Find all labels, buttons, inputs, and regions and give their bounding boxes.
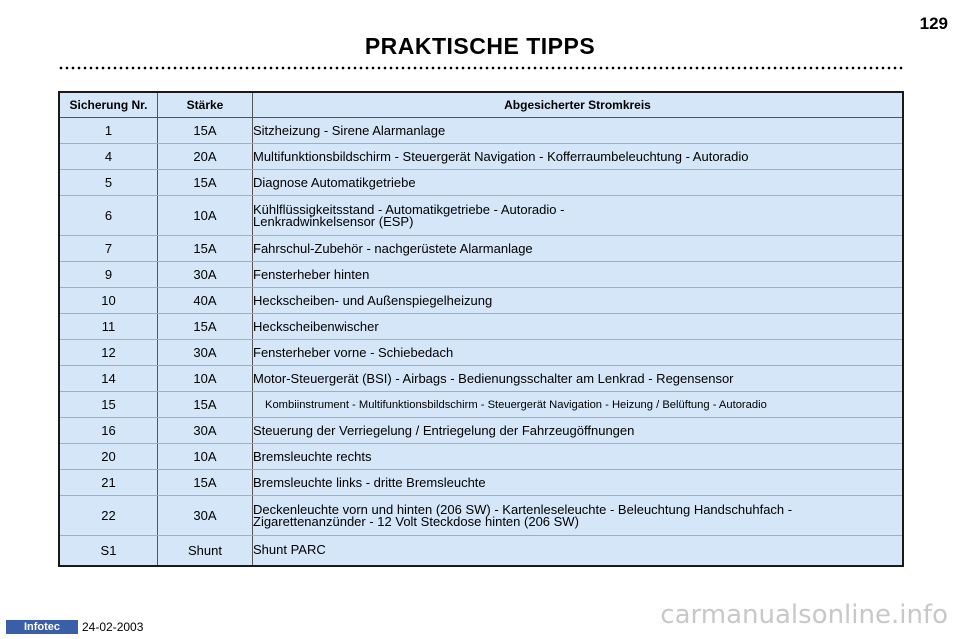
fuse-circuit: Fensterheber vorne - Schiebedach (253, 340, 904, 366)
fuse-number: 14 (59, 366, 158, 392)
fuse-number: 4 (59, 144, 158, 170)
table-row (59, 418, 903, 444)
fuse-rating: Shunt (158, 536, 253, 566)
table-row (59, 314, 903, 340)
table-row (59, 366, 903, 392)
fuse-rating: 10A (158, 196, 253, 236)
table-row (59, 196, 903, 236)
table-row (59, 118, 903, 144)
dotted-divider (58, 66, 904, 70)
table-row (59, 288, 903, 314)
header-fuse-number: Sicherung Nr. (59, 92, 158, 118)
page-number: 129 (919, 14, 948, 33)
fuse-rating: 30A (158, 418, 253, 444)
fuse-rating: 15A (158, 118, 253, 144)
fuse-circuit: Steuerung der Verriegelung / Entriegelung der Fahrzeugöffnungen (253, 418, 904, 444)
fuse-rating: 10A (158, 444, 253, 470)
fuse-circuit: Kombiinstrument - Multifunktionsbildschirm - Steuergerät Navigation - Heizung / Belüftung - Autoradio (253, 392, 904, 418)
fuse-circuit: Kühlflüssigkeitsstand - Automatikgetriebe - Autoradio - Lenkradwinkelsensor (ESP) (253, 196, 904, 236)
fuse-number: 15 (59, 392, 158, 418)
fuse-circuit: Deckenleuchte vorn und hinten (206 SW) - Kartenleseleuchte - Beleuchtung Handschuhfach - Zigarettenanzünder - 12 Volt Steckdose hinten (206 SW) (253, 496, 904, 536)
infotec-logo: Infotec (6, 620, 78, 634)
table-row (59, 496, 903, 536)
fuse-rating: 15A (158, 392, 253, 418)
table-row (59, 144, 903, 170)
fuse-table (58, 91, 904, 567)
fuse-number: 21 (59, 470, 158, 496)
watermark-text: carmanualsonline.info (660, 600, 948, 630)
fuse-circuit: Diagnose Automatikgetriebe (253, 170, 904, 196)
fuse-circuit: Shunt PARC (253, 536, 904, 566)
table-row (59, 262, 903, 288)
table-row (59, 444, 903, 470)
fuse-rating: 30A (158, 496, 253, 536)
fuse-rating: 30A (158, 340, 253, 366)
fuse-number: 12 (59, 340, 158, 366)
table-row (59, 536, 903, 566)
table-row (59, 340, 903, 366)
fuse-circuit: Fahrschul-Zubehör - nachgerüstete Alarmanlage (253, 236, 904, 262)
fuse-number: 9 (59, 262, 158, 288)
fuse-number: 6 (59, 196, 158, 236)
page-title: PRAKTISCHE TIPPS (364, 33, 596, 59)
fuse-circuit: Heckscheibenwischer (253, 314, 904, 340)
fuse-number: 22 (59, 496, 158, 536)
fuse-circuit: Multifunktionsbildschirm - Steuergerät Navigation - Kofferraumbeleuchtung - Autoradio (253, 144, 904, 170)
fuse-circuit: Fensterheber hinten (253, 262, 904, 288)
fuse-rating: 20A (158, 144, 253, 170)
fuse-circuit: Heckscheiben- und Außenspiegelheizung (253, 288, 904, 314)
header-circuit: Abgesicherter Stromkreis (253, 92, 904, 118)
fuse-rating: 15A (158, 470, 253, 496)
fuse-number: 11 (59, 314, 158, 340)
header-rating: Stärke (158, 92, 253, 118)
fuse-number: 16 (59, 418, 158, 444)
fuse-number: 10 (59, 288, 158, 314)
fuse-number: S1 (59, 536, 158, 566)
table-row (59, 170, 903, 196)
table-row (59, 470, 903, 496)
fuse-circuit: Sitzheizung - Sirene Alarmanlage (253, 118, 904, 144)
fuse-rating: 15A (158, 314, 253, 340)
table-row (59, 236, 903, 262)
fuse-number: 7 (59, 236, 158, 262)
table-row (59, 392, 903, 418)
fuse-number: 20 (59, 444, 158, 470)
fuse-circuit: Bremsleuchte rechts (253, 444, 904, 470)
fuse-number: 5 (59, 170, 158, 196)
fuse-rating: 10A (158, 366, 253, 392)
fuse-rating: 15A (158, 236, 253, 262)
fuse-number: 1 (59, 118, 158, 144)
fuse-circuit: Bremsleuchte links - dritte Bremsleuchte (253, 470, 904, 496)
table-header-row (59, 92, 903, 118)
fuse-rating: 40A (158, 288, 253, 314)
footer-date: 24-02-2003 (82, 620, 144, 634)
fuse-rating: 15A (158, 170, 253, 196)
fuse-circuit: Motor-Steuergerät (BSI) - Airbags - Bedienungsschalter am Lenkrad - Regensensor (253, 366, 904, 392)
fuse-rating: 30A (158, 262, 253, 288)
